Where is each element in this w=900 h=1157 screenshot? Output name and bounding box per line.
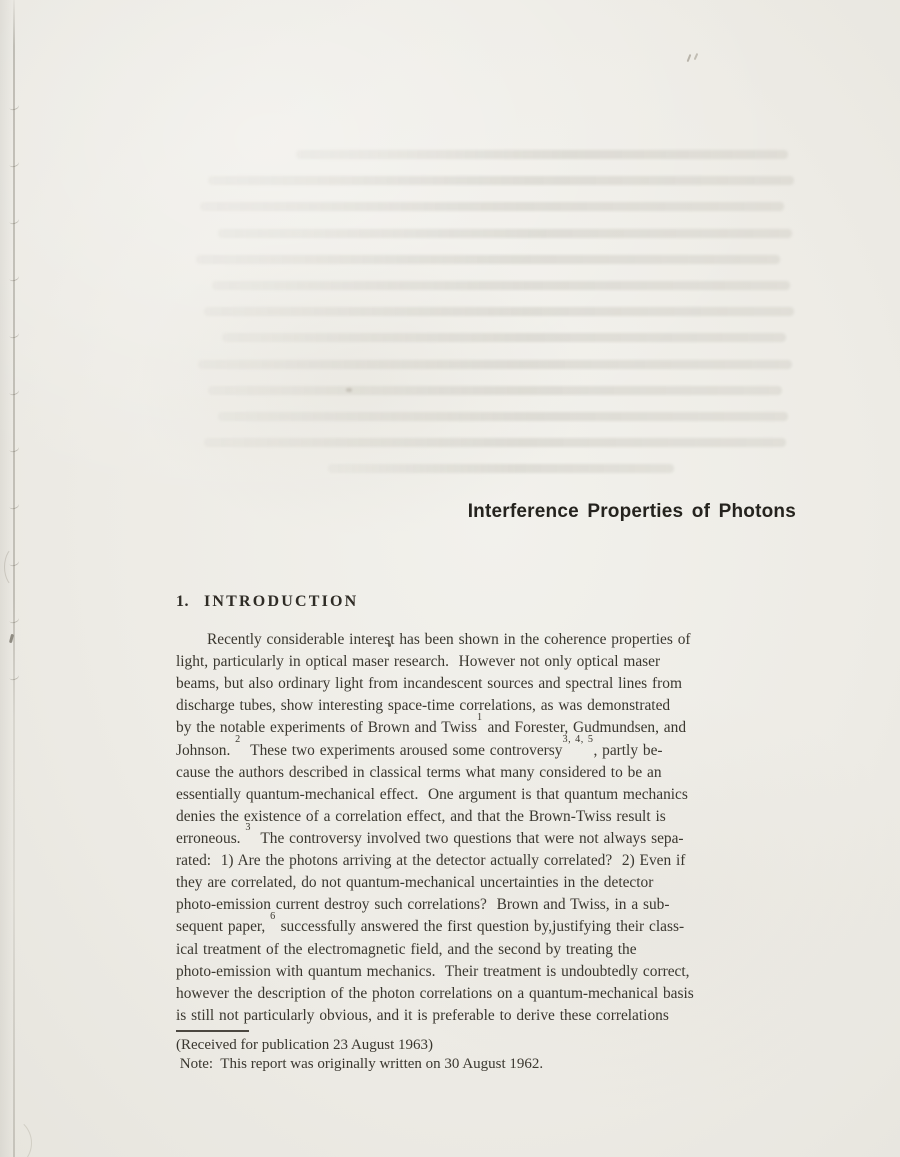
paragraph-text: These two experiments aroused some controversy <box>240 741 563 759</box>
paragraph-line <box>176 961 826 983</box>
bleed-through-line <box>204 438 786 447</box>
stitch-notch <box>8 273 20 283</box>
paragraph-text: and Forester, Gudmundsen, and <box>482 719 687 737</box>
paragraph-line <box>176 850 826 872</box>
paragraph-text: rated: 1) Are the photons arriving at the detector actually correlated? 2) Even if <box>176 852 686 870</box>
paragraph-line <box>176 910 826 938</box>
stitch-notch <box>8 672 20 682</box>
bleed-through-line <box>218 229 792 238</box>
bleed-through-line <box>208 176 794 185</box>
paragraph-text: successfully answered the first question by,justifying their class- <box>275 918 685 936</box>
paragraph-line <box>176 822 826 850</box>
paragraph-text: is still not particularly obvious, and it is preferable to derive these correlations <box>176 1006 669 1024</box>
paragraph-line <box>176 762 826 784</box>
footnote-reference-superscript: 1 <box>477 711 483 723</box>
footnote-received: (Received for publication 23 August 1963) <box>176 1037 434 1053</box>
stitch-notch <box>8 102 20 112</box>
ink-speck <box>694 53 698 60</box>
paragraph-text: , partly be- <box>593 741 663 759</box>
paragraph-text: photo-emission current destroy such correlations? Brown and Twiss, in a sub- <box>176 896 670 914</box>
paragraph-line <box>176 733 826 762</box>
paragraph-line <box>176 939 826 961</box>
paragraph-text: ical treatment of the electromagnetic field, and the second by treating the <box>176 940 637 958</box>
footnote-reference-superscript: 3 <box>245 822 251 834</box>
stitch-notch <box>8 387 20 397</box>
paragraph-line <box>176 806 826 828</box>
bleed-through-line <box>212 281 790 290</box>
paragraph-line <box>176 872 826 894</box>
paragraph-text: discharge tubes, show interesting space-time correlations, as was demonstrated <box>176 697 671 715</box>
paragraph-line <box>176 695 826 717</box>
paragraph-line <box>176 629 826 651</box>
section-heading <box>176 593 358 611</box>
paragraph-text: sequent paper, <box>176 918 271 936</box>
paragraph-text: they are correlated, do not quantum-mechanical uncertainties in the detector <box>176 874 654 892</box>
footnote-reference-superscript: 6 <box>270 910 276 922</box>
bleed-through-line <box>208 386 782 395</box>
paragraph-text: photo-emission with quantum mechanics. Their treatment is undoubtedly correct, <box>176 962 690 980</box>
bleed-through-line <box>328 464 674 473</box>
footnote-reference-superscript: 3, 4, 5 <box>562 733 594 745</box>
stitch-notch <box>8 159 20 169</box>
paragraph-text: by the notable experiments of Brown and Twiss <box>176 719 477 737</box>
footnote-rule <box>176 1030 249 1032</box>
section-label: INTRODUCTION <box>204 593 359 610</box>
paragraph-line <box>176 983 826 1005</box>
paragraph-line <box>176 711 826 739</box>
stitch-notch <box>8 444 20 454</box>
paragraph-line <box>176 784 826 806</box>
paragraph-text: cause the authors described in classical terms what many considered to be an <box>176 763 662 781</box>
footnote-reference-superscript: 2 <box>235 733 241 745</box>
paragraph-text: The controversy involved two questions that were not always sepa- <box>250 829 684 847</box>
bleed-through-line <box>296 150 788 159</box>
stitch-notch <box>8 501 20 511</box>
paragraph-text: essentially quantum-mechanical effect. One argument is that quantum mechanics <box>176 785 688 803</box>
paragraph-line <box>176 1005 826 1027</box>
bleed-through-line <box>200 202 784 211</box>
corner-fold-crease <box>0 1116 32 1157</box>
paragraph-text: Johnson. <box>176 741 236 759</box>
paragraph-line <box>176 673 826 695</box>
paragraph-text: light, particularly in optical maser research. However not only optical maser <box>176 653 661 671</box>
paragraph-text: denies the existence of a correlation effect, and that the Brown-Twiss result is <box>176 807 666 825</box>
paragraph-text: beams, but also ordinary light from incandescent sources and spectral lines from <box>176 675 682 693</box>
stitch-notch <box>8 330 20 340</box>
stitch-notch <box>8 615 20 625</box>
bleed-through-text <box>178 150 794 473</box>
ink-speck <box>687 54 691 62</box>
paragraph-text: erroneous. <box>176 829 246 847</box>
bleed-through-line <box>198 360 792 369</box>
paragraph-text: however the description of the photon correlations on a quantum-mechanical basis <box>176 984 694 1002</box>
stitch-notch <box>8 216 20 226</box>
paper-title: Interference Properties of Photons <box>467 501 796 522</box>
paper-smudge <box>4 546 30 588</box>
paragraph-line <box>176 651 826 673</box>
bleed-through-line <box>196 255 780 264</box>
bleed-through-line <box>222 333 786 342</box>
bleed-through-line <box>218 412 788 421</box>
paragraph-text: Recently considerable interest has been shown in the coherence properties of <box>207 631 691 648</box>
section-number: 1. <box>176 593 189 610</box>
footnote-note: Note: This report was originally written on 30 August 1962. <box>176 1055 544 1072</box>
bleed-through-line <box>204 307 794 316</box>
body-paragraph <box>176 629 826 1027</box>
footnote <box>176 1036 543 1073</box>
